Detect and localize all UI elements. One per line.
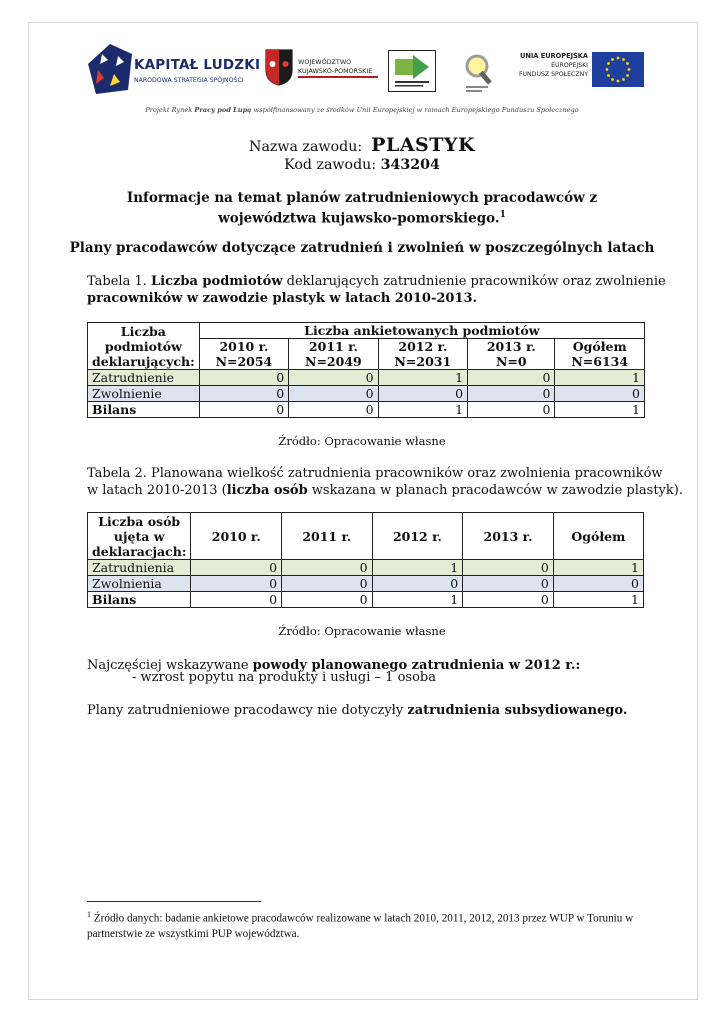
reasons-intro: Najczęściej wskazywane powody planowanego zatrudnienia w 2012 r.:: [87, 658, 581, 673]
table-cell: 0: [282, 560, 373, 576]
table-cell: 0: [191, 592, 282, 608]
table1-group-header: Liczba ankietowanych podmiotów: [199, 323, 644, 339]
ue-line2: EUROPEJSKI: [551, 62, 588, 69]
table-cell: 0: [289, 370, 378, 386]
footnote-mark: 1: [87, 910, 91, 919]
table2-col-header: 2011 r.: [282, 513, 373, 560]
table-row: [88, 560, 644, 576]
table-cell: 0: [199, 386, 288, 402]
wojewodztwo-underline: [298, 76, 378, 78]
table-cell: 0: [289, 402, 378, 418]
table-cell: 0: [199, 402, 288, 418]
table-cell: 0: [282, 576, 373, 592]
table2-col-header: 2010 r.: [191, 513, 282, 560]
table-cell: 1: [553, 592, 643, 608]
table2-col-header: 2013 r.: [463, 513, 554, 560]
unia-europejska-logo: [510, 50, 644, 88]
table1-col-header: 2011 r. N=2049: [289, 339, 378, 370]
plans-heading: Plany pracodawców dotyczące zatrudnień i zwolnień w poszczególnych latach: [69, 240, 655, 256]
code-label: Kod zawodu:: [284, 157, 377, 173]
kapital-ludzki-title: KAPITAŁ LUDZKI: [134, 57, 261, 73]
eu-flag-icon: [592, 52, 644, 87]
row-label: Bilans: [88, 592, 191, 608]
footnote-text: Źródło danych: badanie ankietowe pracodawców realizowane w latach 2010, 2011, 2012, 2013 przez WUP w Toruniu w partnerstwie ze wszystkimi PUP województwa.: [87, 912, 634, 940]
table1-source: Źródło: Opracowanie własne: [278, 434, 446, 448]
table-cell: 0: [289, 386, 378, 402]
table-cell: 1: [372, 592, 463, 608]
table-cell: 0: [463, 560, 554, 576]
kapital-ludzki-logo: [88, 44, 261, 94]
code-value: 343204: [380, 157, 440, 173]
table-cell: 1: [372, 560, 463, 576]
row-label: Zwolnienia: [88, 576, 191, 592]
wojewodztwo-logo: [264, 48, 380, 92]
table2-corner-header: Liczba osób ujęta w deklaracjach:: [88, 513, 191, 560]
project-info-line: Projekt Rynek Pracy pod Lupą współfinansowany ze środków Unii Europejskiej w ramach Europejskiego Funduszu Społecznego: [145, 106, 579, 114]
rynek-pracy-magnifier-logo-icon: [462, 52, 502, 94]
table-row: [88, 370, 645, 386]
wojewodztwo-line2: KUJAWSKO-POMORSKIE: [298, 67, 373, 75]
table-cell: 1: [378, 370, 467, 386]
table-cell: 0: [378, 386, 467, 402]
info-heading: Informacje na temat planów zatrudnieniowych pracodawców z województwa kujawsko-pomorskiego.$^1$: [126, 190, 598, 227]
subsidy-note: Plany zatrudnieniowe pracodawcy nie dotyczyły zatrudnienia subsydiowanego.: [87, 703, 628, 718]
table-cell: 1: [378, 402, 467, 418]
table-row: [88, 402, 645, 418]
table-cell: 0: [463, 592, 554, 608]
table1-col-header: 2012 r. N=2031: [378, 339, 467, 370]
table-cell: 0: [282, 592, 373, 608]
kapital-ludzki-emblem-icon: [88, 44, 132, 94]
table-cell: 1: [555, 370, 645, 386]
wojewodztwo-crest-icon: [264, 48, 294, 86]
occupation-code-line: [0, 157, 724, 173]
table-cell: 0: [372, 576, 463, 592]
occupation-name-line: [0, 134, 724, 156]
ue-line1: UNIA EUROPEJSKA: [519, 52, 588, 60]
table2-caption: Tabela 2. Planowana wielkość zatrudnienia pracowników oraz zwolnienia pracowników w latach 2010-2013 (liczba osób wskazana w planach pracodawców w zawodzie plastyk).: [87, 466, 683, 498]
table-cell: 0: [468, 386, 555, 402]
table1-caption: Tabela 1. Liczba podmiotów deklarujących zatrudnienie pracowników oraz zwolnienie pracowników w zawodzie plastyk w latach 2010-2013.: [87, 274, 666, 306]
table-row: [88, 386, 645, 402]
table1-corner-header: Liczba podmiotów deklarujących:: [88, 323, 200, 370]
table-cell: 0: [468, 370, 555, 386]
row-label: Zwolnienie: [88, 386, 200, 402]
table-row: [88, 592, 644, 608]
row-label: Bilans: [88, 402, 200, 418]
wojewodztwo-line1: WOJEWÓDZTWO: [298, 58, 352, 66]
table-row: [88, 576, 644, 592]
row-label: Zatrudnienie: [88, 370, 200, 386]
table-liczba-podmiotow: [87, 322, 645, 418]
table-cell: 1: [555, 402, 645, 418]
table1-col-header: 2010 r. N=2054: [199, 339, 288, 370]
reasons-item: - wzrost popytu na produkty i usługi – 1 osoba: [132, 670, 436, 685]
table-cell: 0: [468, 402, 555, 418]
table1-col-header: 2013 r. N=0: [468, 339, 555, 370]
table-cell: 0: [553, 576, 643, 592]
table2-col-header: Ogółem: [553, 513, 643, 560]
occupation-value: PLASTYK: [371, 134, 475, 156]
wup-torun-logo-icon: [388, 50, 436, 92]
occupation-label: Nazwa zawodu:: [249, 139, 363, 155]
table-cell: 0: [191, 560, 282, 576]
table2-col-header: 2012 r.: [372, 513, 463, 560]
table-cell: 0: [555, 386, 645, 402]
table-cell: 0: [199, 370, 288, 386]
kapital-ludzki-subtitle: NARODOWA STRATEGIA SPÓJNOŚCI: [134, 77, 244, 84]
table-cell: 1: [553, 560, 643, 576]
table-cell: 0: [463, 576, 554, 592]
logo-bar: [88, 40, 648, 96]
ue-line3: FUNDUSZ SPOŁECZNY: [518, 71, 588, 78]
table-cell: 0: [191, 576, 282, 592]
footnote: [87, 907, 647, 942]
table1-col-header: Ogółem N=6134: [555, 339, 645, 370]
table-liczba-osob: [87, 512, 644, 608]
footnote-separator: [87, 901, 261, 902]
table2-source: Źródło: Opracowanie własne: [278, 624, 446, 638]
row-label: Zatrudnienia: [88, 560, 191, 576]
